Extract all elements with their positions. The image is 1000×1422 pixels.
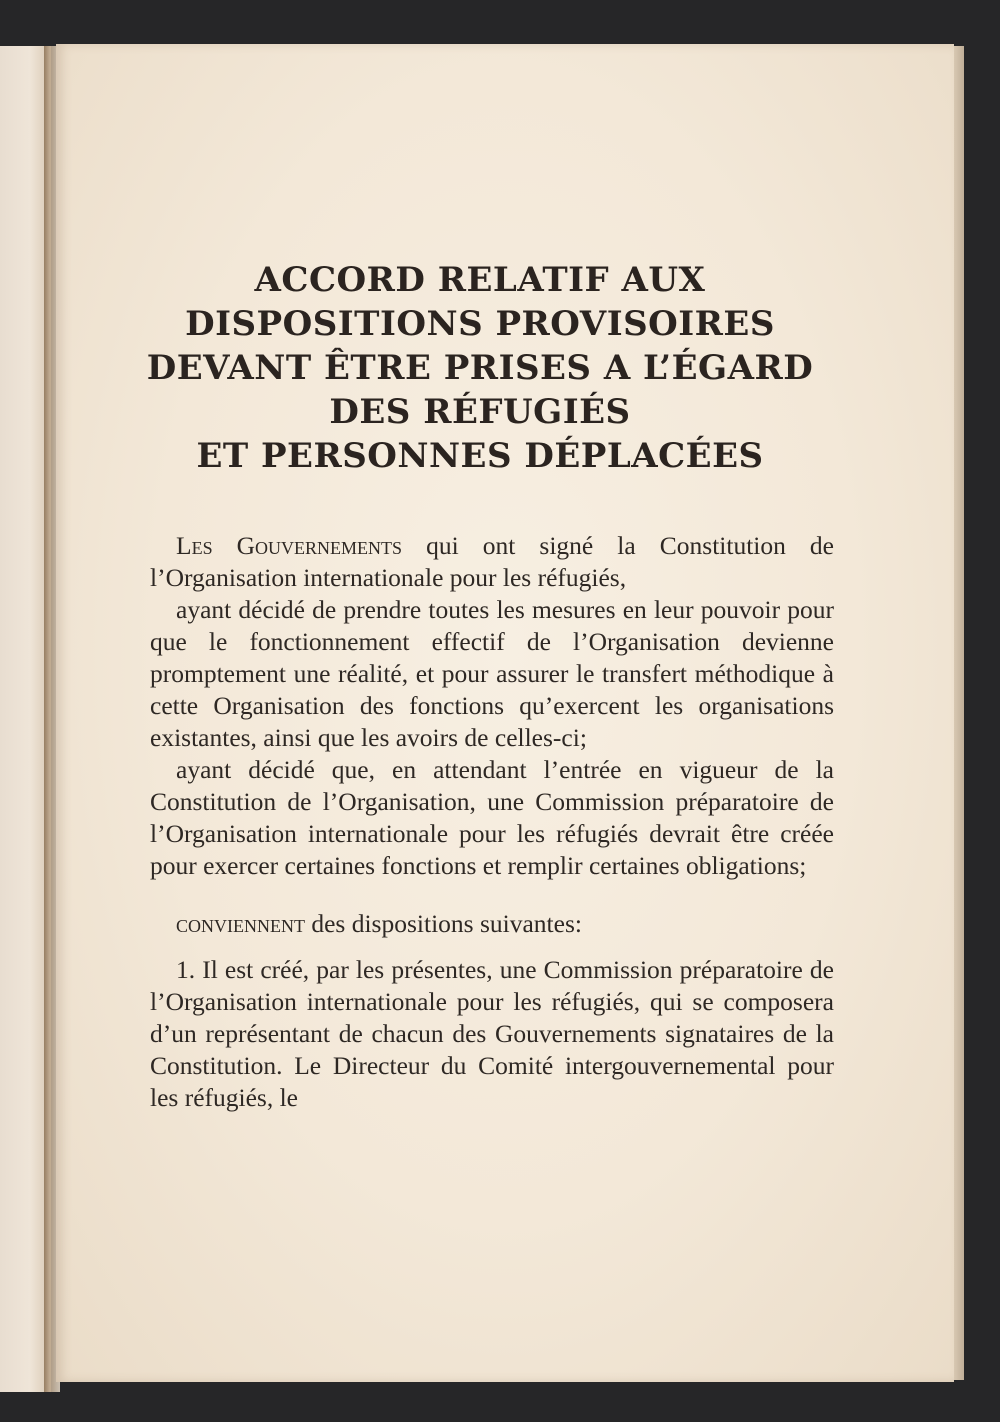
title-line: DES RÉFUGIÉS	[329, 392, 631, 432]
page-right-edge	[954, 46, 964, 1380]
operative-paragraph	[150, 908, 834, 940]
title-line: DEVANT ÊTRE PRISES A L’ÉGARD	[146, 348, 814, 388]
title-line: ET PERSONNES DÉPLACÉES	[196, 436, 764, 476]
title-line: ACCORD RELATIF AUX	[254, 260, 706, 300]
paragraph-spacer	[150, 882, 834, 908]
preamble-lead: Les Gouvernements	[176, 531, 403, 560]
title-line: DISPOSITIONS PROVISOIRES	[185, 304, 775, 344]
paragraph-spacer	[150, 940, 834, 954]
document-title	[120, 258, 840, 478]
preamble-text: qui ont signé la Constitution de l’Organisation internationale pour les réfugiés,	[150, 531, 834, 592]
consideration-paragraph: ayant décidé de prendre toutes les mesures en leur pouvoir pour que le fonctionnement effectif de l’Organisation devienne promptement une réalité, et pour assurer le transfert méthodique à cette Organisation des fonctions qu’exercent les organisations existantes, ainsi que les avoirs de celles-ci;	[150, 595, 834, 752]
operative-text: des dispositions suivantes:	[304, 909, 582, 938]
preamble-paragraph	[150, 530, 834, 594]
article-1-paragraph: 1. Il est créé, par les présentes, une Commission préparatoire de l’Organisation internationale pour les réfugiés, qui se composera d’un représentant de chacun des Gouvernements signataires de la Constitution. Le Directeur du Comité intergouvernemental pour les réfugiés, le	[150, 955, 834, 1112]
operative-lead: conviennent	[176, 909, 305, 938]
consideration-paragraph: ayant décidé que, en attendant l’entrée en vigueur de la Constitution de l’Organisation, une Commission préparatoire de l’Organisation internationale pour les réfugiés devrait être créée pour exercer certaines fonctions et remplir certaines obligations;	[150, 755, 834, 880]
document-body	[150, 530, 834, 1114]
